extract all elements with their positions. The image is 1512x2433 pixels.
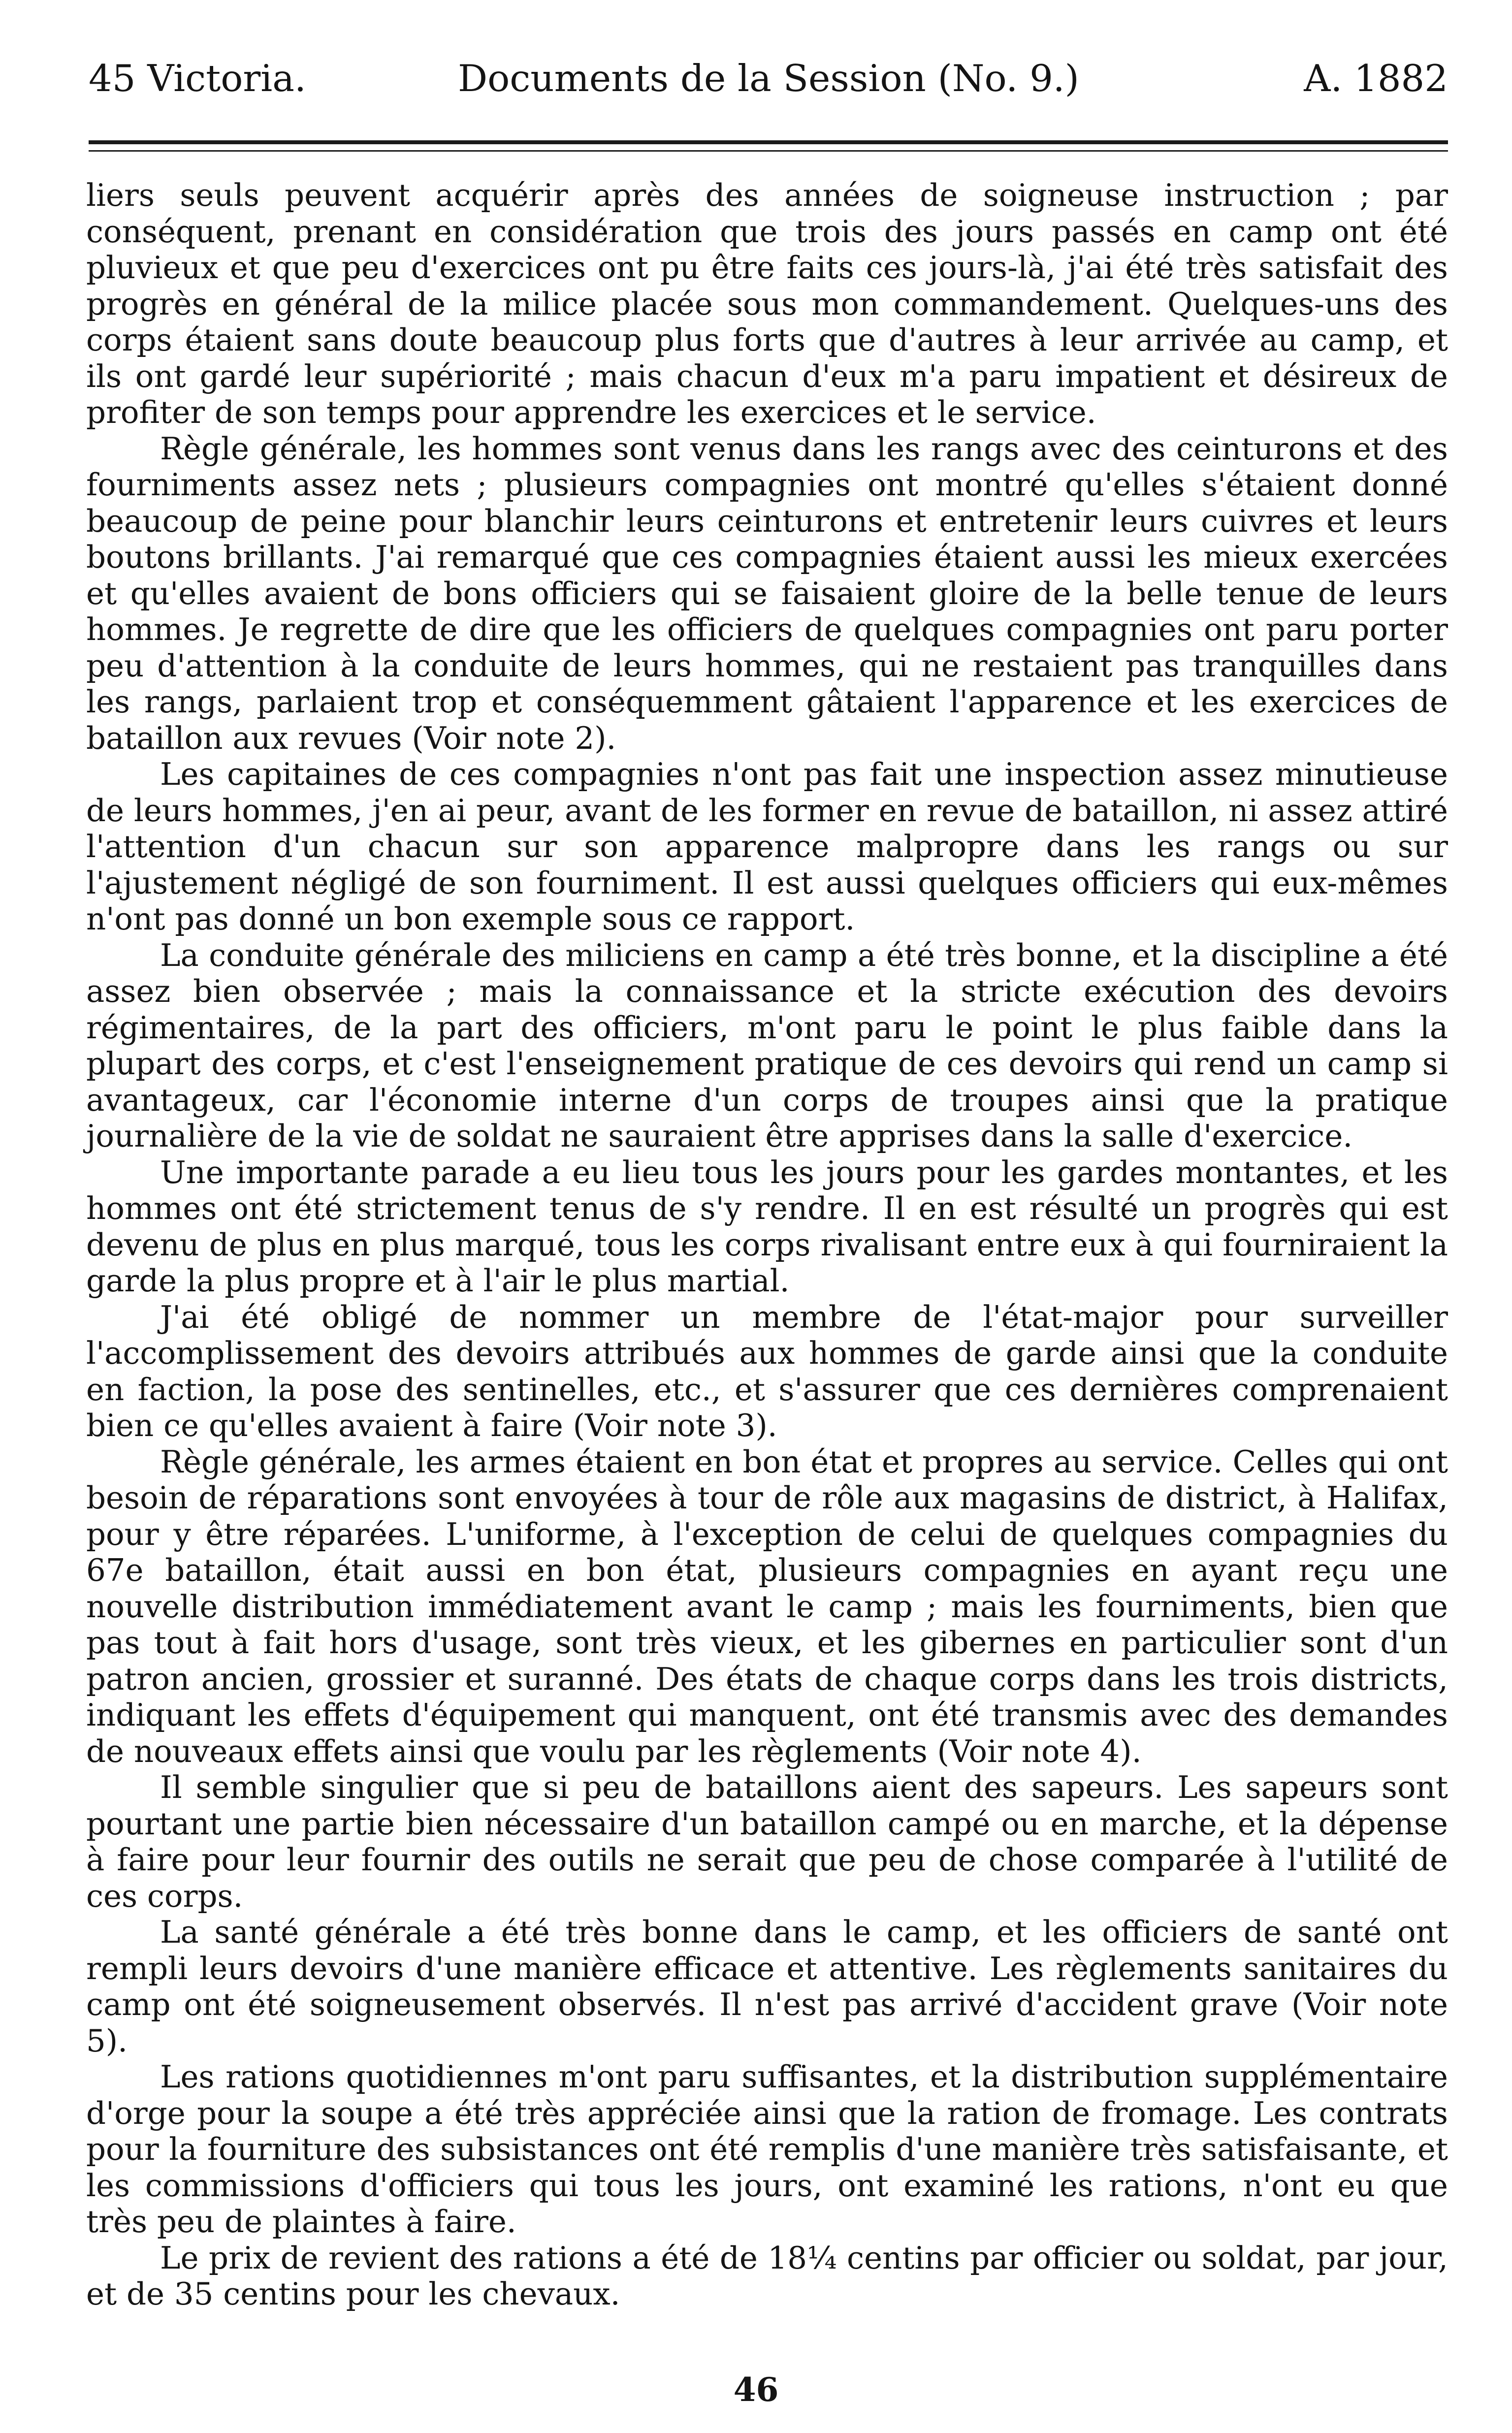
header-rule-thin	[89, 150, 1448, 152]
page-number: 46	[733, 2370, 779, 2409]
header-rule-thick	[89, 140, 1448, 144]
paragraph: La santé générale a été très bonne dans le camp, et les officiers de santé ont rempli leurs devoirs d'une manière efficace et attentive. Les règlements sanitaires du camp ont été soigneusement observés. Il n'est pas arrivé d'accident grave (Voir note 5).	[86, 1914, 1448, 2059]
header-year: A. 1882	[1304, 57, 1448, 100]
paragraph: Règle générale, les armes étaient en bon état et propres au service. Celles qui ont besoin de réparations sont envoyées à tour de rôle aux magasins de district, à Halifax, pour y être réparées. L'uniforme, à l'exception de celui de quelques compagnies du 67e bataillon, était aussi en bon état, plusieurs compagnies en ayant reçu une nouvelle distribution immédiatement avant le camp ; mais les fourniments, bien que pas tout à fait hors d'usage, sont très vieux, et les gibernes en particulier sont d'un patron ancien, grossier et suranné. Des états de chaque corps dans les trois districts, indiquant les effets d'équipement qui manquent, ont été transmis avec des demandes de nouveaux effets ainsi que voulu par les règlements (Voir note 4).	[86, 1443, 1448, 1769]
page-header	[89, 47, 1448, 101]
paragraph: J'ai été obligé de nommer un membre de l'état-major pour surveiller l'accomplissement des devoirs attribués aux hommes de garde ainsi que la conduite en faction, la pose des sentinelles, etc., et s'assurer que ces dernières comprenaient bien ce qu'elles avaient à faire (Voir note 3).	[86, 1299, 1448, 1443]
paragraph: Les rations quotidiennes m'ont paru suffisantes, et la distribution supplémentaire d'orge pour la soupe a été très appréciée ainsi que la ration de fromage. Les contrats pour la fourniture des subsistances ont été remplis d'une manière très satisfaisante, et les commissions d'officiers qui tous les jours, ont examiné les rations, n'ont eu que très peu de plaintes à faire.	[86, 2059, 1448, 2240]
header-session-year: 45 Victoria.	[89, 57, 306, 100]
paragraph: Le prix de revient des rations a été de 18¼ centins par officier ou soldat, par jour, et de 35 centins pour les chevaux.	[86, 2240, 1448, 2312]
paragraph: Règle générale, les hommes sont venus dans les rangs avec des ceinturons et des fourniments assez nets ; plusieurs compagnies ont montré qu'elles s'étaient donné beaucoup de peine pour blanchir leurs ceinturons et entretenir leurs cuivres et leurs boutons brillants. J'ai remarqué que ces compagnies étaient aussi les mieux exercées et qu'elles avaient de bons officiers qui se faisaient gloire de la belle tenue de leurs hommes. Je regrette de dire que les officiers de quelques compagnies ont paru porter peu d'attention à la conduite de leurs hommes, qui ne restaient pas tranquilles dans les rangs, parlaient trop et conséquemment gâtaient l'apparence et les exercices de bataillon aux revues (Voir note 2).	[86, 430, 1448, 756]
paragraph: Une importante parade a eu lieu tous les jours pour les gardes montantes, et les hommes ont été strictement tenus de s'y rendre. Il en est résulté un progrès qui est devenu de plus en plus marqué, tous les corps rivalisant entre eux à qui fourniraient la garde la plus propre et à l'air le plus martial.	[86, 1154, 1448, 1299]
paragraph: Les capitaines de ces compagnies n'ont pas fait une inspection assez minutieuse de leurs hommes, j'en ai peur, avant de les former en revue de bataillon, ni assez attiré l'attention d'un chacun sur son apparence malpropre dans les rangs ou sur l'ajustement négligé de son fourniment. Il est aussi quelques officiers qui eux-mêmes n'ont pas donné un bon exemple sous ce rapport.	[86, 756, 1448, 937]
paragraph: La conduite générale des miliciens en camp a été très bonne, et la discipline a été assez bien observée ; mais la connaissance et la stricte exécution des devoirs régimentaires, de la part des officiers, m'ont paru le point le plus faible dans la plupart des corps, et c'est l'enseignement pratique de ces devoirs qui rend un camp si avantageux, car l'économie interne d'un corps de troupes ainsi que la pratique journalière de la vie de soldat ne sauraient être apprises dans la salle d'exercice.	[86, 937, 1448, 1154]
header-title: Documents de la Session (No. 9.)	[458, 57, 1079, 100]
paragraph: liers seuls peuvent acquérir après des années de soigneuse instruction ; par conséquent, prenant en considération que trois des jours passés en camp ont été pluvieux et que peu d'exercices ont pu être faits ces jours-là, j'ai été très satisfait des progrès en général de la milice placée sous mon commandement. Quelques-uns des corps étaient sans doute beaucoup plus forts que d'autres à leur arrivée au camp, et ils ont gardé leur supériorité ; mais chacun d'eux m'a paru impatient et désireux de profiter de son temps pour apprendre les exercices et le service.	[86, 177, 1448, 430]
paragraph: Il semble singulier que si peu de bataillons aient des sapeurs. Les sapeurs sont pourtant une partie bien nécessaire d'un bataillon campé ou en marche, et la dépense à faire pour leur fournir des outils ne serait que peu de chose comparée à l'utilité de ces corps.	[86, 1769, 1448, 1914]
body-text	[86, 177, 1448, 2312]
